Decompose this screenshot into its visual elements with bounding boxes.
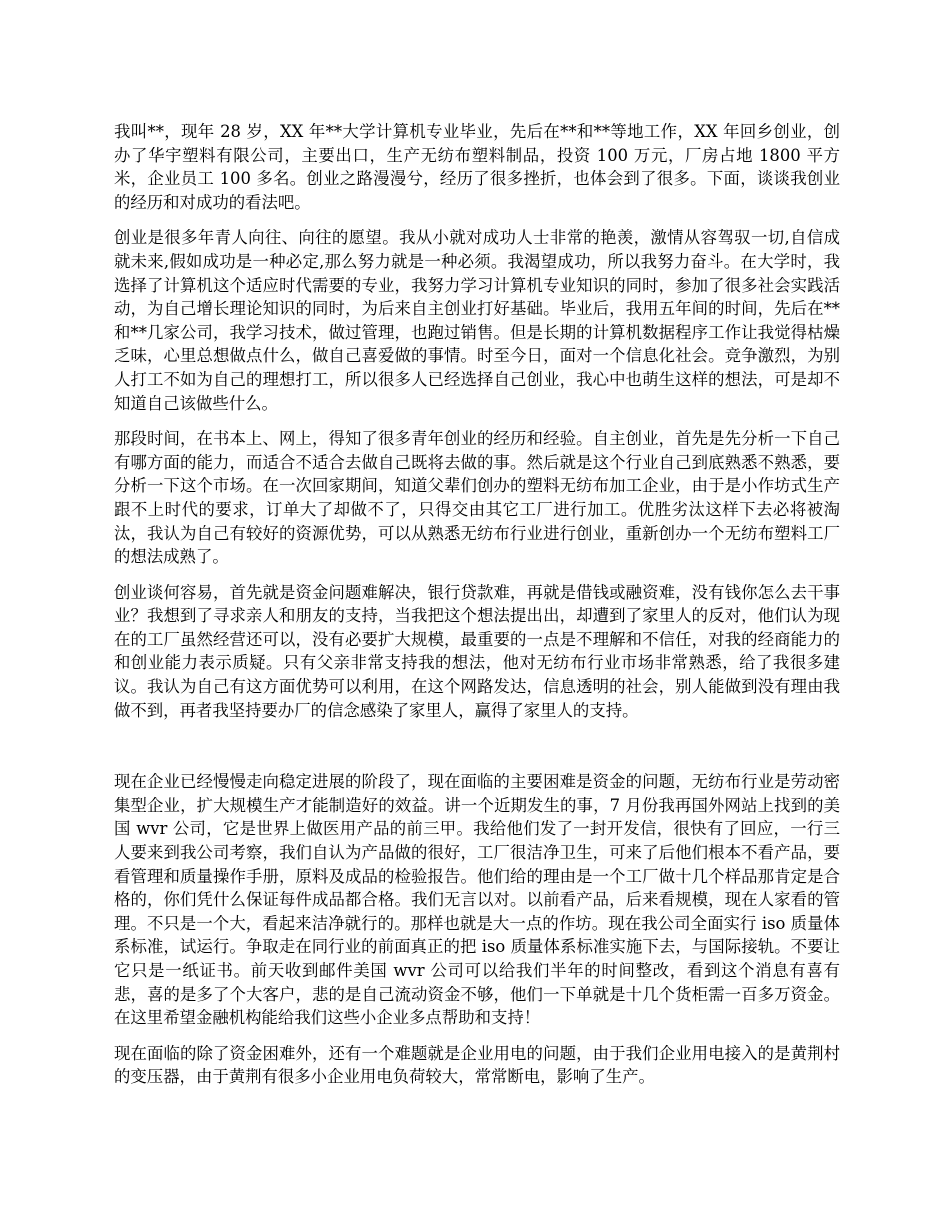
paragraph-spacer [114, 734, 840, 770]
paragraph-current-challenges: 现在企业已经慢慢走向稳定进展的阶段了，现在面临的主要困难是资金的问题，无纺布行业是劳动密集型企业，扩大规模生产才能制造好的效益。讲一个近期发生的事，7 月份我再国外网站上找到的美国 wvr 公司，它是世界上做医用产品的前三甲。我给他们发了一封开发信，很快有了回应，一行三人要来到我公司考察，我们自认为产品做的很好，工厂很洁净卫生，可来了后他们根本不看产品，要看管理和质量操作手册，原料及成品的检验报告。他们给的理由是一个工厂做十几个样品那肯定是合格的，你们凭什么保证每件成品都合格。我们无言以对。以前看产品，后来看规模，现在人家看的管理。不只是一个大，看起来洁净就行的。那样也就是大一点的作坊。现在我公司全面实行 iso 质量体系标准，试运行。争取走在同行业的前面真正的把 iso 质量体系标准实施下去，与国际接轨。不要让它只是一纸证书。前天收到邮件美国 wvr 公司可以给我们半年的时间整改，看到这个消息有喜有悲，喜的是多了个大客户，悲的是自己流动资金不够，他们一下单就是十几个货柜需一百多万资金。在这里希望金融机构能给我们这些小企业多点帮助和支持！ [114, 772, 840, 1028]
paragraph-aspiration: 创业是很多年青人向往、向往的愿望。我从小就对成功人士非常的艳羡，激情从容驾驭一切,自信成就未来,假如成功是一种必定,那么努力就是一种必须。我渴望成功，所以我努力奋斗。在大学时，我选择了计算机这个适应时代需要的专业，我努力学习计算机专业知识的同时，参加了很多社会实践活动，为自己增长理论知识的同时，为后来自主创业打好基础。毕业后，我用五年间的时间，先后在**和**几家公司，我学习技术，做过管理，也跑过销售。但是长期的计算机数据程序工作让我觉得枯燥乏味，心里总想做点什么，做自己喜爱做的事情。时至今日，面对一个信息化社会。竞争激烈，为别人打工不如为自己的理想打工，所以很多人已经选择自己创业，我心中也萌生这样的想法，可是却不知道自己该做些什么。 [114, 228, 840, 413]
paragraph-electricity-problem: 现在面临的除了资金困难外，还有一个难题就是企业用电的问题，由于我们企业用电接入的是黄荆村的变压器，由于黄荆有很多小企业用电负荷较大，常常断电，影响了生产。 [114, 1043, 840, 1087]
paragraph-funding-support: 创业谈何容易，首先就是资金问题难解决，银行贷款难，再就是借钱或融资难，没有钱你怎么去干事业？我想到了寻求亲人和朋友的支持，当我把这个想法提出出，却遭到了家里人的反对，他们认为现在的工厂虽然经营还可以，没有必要扩大规模，最重要的一点是不理解和不信任，对我的经商能力的和创业能力表示质疑。只有父亲非常支持我的想法，他对无纺布行业市场非常熟悉，给了我很多建议。我认为自己有这方面优势可以利用，在这个网路发达，信息透明的社会，别人能做到没有理由我做不到，再者我坚持要办厂的信念感染了家里人，赢得了家里人的支持。 [114, 582, 840, 720]
paragraph-market-analysis: 那段时间，在书本上、网上，得知了很多青年创业的经历和经验。自主创业，首先是先分析一下自己有哪方面的能力，而适合不适合去做自己既将去做的事。然后就是这个行业自己到底熟悉不熟悉，要分析一下这个市场。在一次回家期间，知道父辈们创办的塑料无纺布加工企业，由于是小作坊式生产跟不上时代的要求，订单大了却做不了，只得交由其它工厂进行加工。优胜劣汰这样下去必将被淘汰，我认为自己有较好的资源优势，可以从熟悉无纺布行业进行创业，重新创办一个无纺布塑料工厂的想法成熟了。 [114, 429, 840, 567]
document-page [114, 120, 840, 1101]
paragraph-intro: 我叫**，现年 28 岁，XX 年**大学计算机专业毕业，先后在**和**等地工作，XX 年回乡创业，创办了华宇塑料有限公司，主要出口，生产无纺布塑料制品，投资 100 万元，厂房占地 1800 平方米，企业员工 100 多名。创业之路漫漫兮，经历了很多挫折，也体会到了很多。下面，谈谈我创业的经历和对成功的看法吧。 [114, 122, 840, 212]
